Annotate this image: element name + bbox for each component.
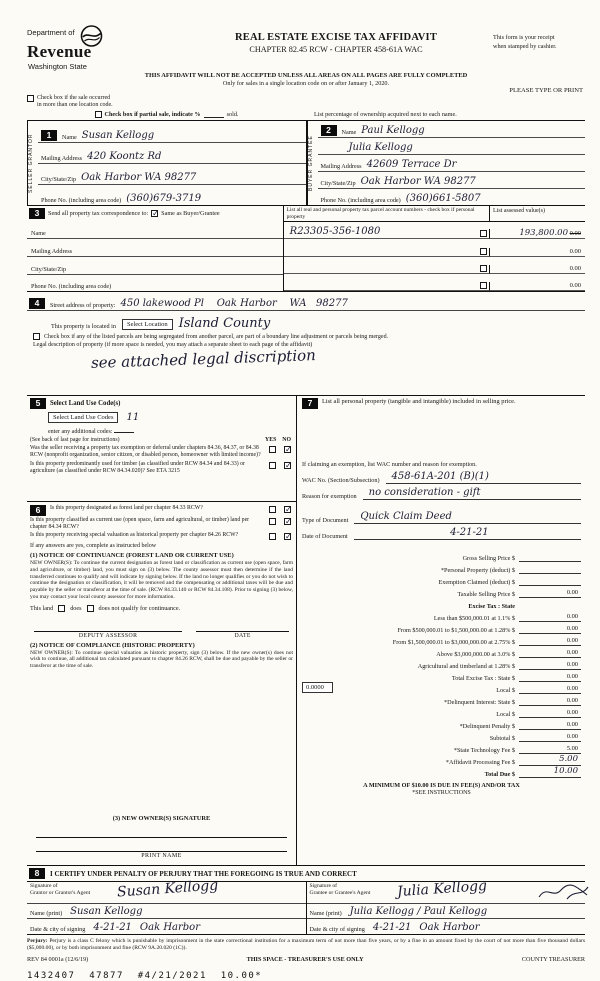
grantor-date-value: 4-21-21 [93, 922, 132, 934]
q-forest-no-checkbox[interactable]: ✓ [285, 505, 292, 515]
section-8-badge: 8 [29, 868, 45, 879]
buyer-address-label: Mailing Address [320, 163, 362, 171]
page-title: REAL ESTATE EXCISE TAX AFFIDAVIT [234, 32, 438, 43]
single-location-note: Only for sales in a single location code on or after January 1, 2020. [222, 80, 390, 87]
grantor-name-print-value: Susan Kellogg [70, 906, 143, 918]
excise-state-header: Excise Tax : State [468, 603, 515, 611]
deputy-assessor-signature-line[interactable] [34, 622, 182, 632]
local-tax-value: 0.00 [519, 685, 581, 694]
logo-revenue-text: Revenue [27, 42, 92, 61]
seller-name-label: Name [62, 133, 77, 141]
perjury-statement: Perjury: Perjury is a class C felony which is punishable by imprisonment in the state correctional institution for a maximum term of not more than five years, or by a fine in an amount fixed by the court of not more than five thousand dollars ($5,000.00), or by both imprisonment and fine (RCW 9A.20.020 (1C)). [27, 938, 585, 952]
exemption-note: If claiming an exemption, list WAC number and reason for exemption. [302, 461, 477, 469]
segregated-checkbox[interactable] [33, 333, 40, 340]
street-address-label: Street address of property: [50, 302, 116, 310]
q-historic-yes-checkbox[interactable] [269, 533, 276, 540]
wac-label: WAC No. (Section/Subsection) [302, 477, 380, 485]
section-7-badge: 7 [302, 398, 318, 409]
land-does-checkbox[interactable] [58, 605, 65, 612]
designation-section [27, 502, 296, 865]
personal-deduct-label: *Personal Property (deduct) $ [440, 567, 515, 575]
delinquent-penalty-label: *Delinquent Penalty $ [459, 723, 515, 731]
partial-percent-field[interactable] [204, 111, 224, 118]
logo-state-text: Washington State [28, 62, 87, 71]
yes-header: YES [265, 437, 277, 444]
new-owner-print-name-line[interactable] [36, 838, 287, 852]
type-or-print-note: PLEASE TYPE OR PRINT [509, 87, 583, 94]
new-owner-signature-line[interactable] [36, 824, 287, 838]
total-due-value: 10.00 [519, 766, 581, 778]
certify-statement: I CERTIFY UNDER PENALTY OF PERJURY THAT THE FOREGOING IS TRUE AND CORRECT [50, 869, 357, 878]
type-of-document-label: Type of Document [302, 517, 349, 525]
grantor-city-value: Oak Harbor [139, 922, 200, 934]
partial-sale-checkbox[interactable] [95, 111, 102, 118]
notice-continuance-title: (1) NOTICE OF CONTINUANCE (FOREST LAND OR CURRENT USE) [30, 552, 234, 560]
certification-section [27, 866, 585, 935]
tier1-label: Less than $500,000.01 at 1.1% $ [433, 615, 515, 623]
tier4-value: 0.00 [519, 649, 581, 658]
section-1-badge: 1 [41, 130, 57, 141]
grantee-name-print-value: Julia Kellogg / Paul Kellogg [349, 906, 488, 918]
exemption-deferral-question: Was the seller receiving a property tax exemption or deferral under chapters 84.36, 84.37, or 84.38 RCW (nonprofit organization, senior citizen, or disabled person, homeowner with limited income)? [30, 445, 261, 459]
located-county-value: Island County [178, 316, 271, 332]
seller-address-label: Mailing Address [41, 154, 83, 162]
partial-sold-text: sold. [226, 111, 239, 119]
delinquent-interest-state-value: 0.00 [519, 697, 581, 706]
buyer-phone-label: Phone No. (including area code) [320, 197, 401, 205]
land-use-code-value: 11 [126, 412, 140, 424]
land-does-not-checkbox[interactable] [87, 605, 94, 612]
corr-city-label: City/State/Zip [31, 265, 67, 273]
buyer-city-label: City/State/Zip [320, 180, 356, 188]
multi-location-checkbox[interactable] [27, 95, 34, 102]
timber-agriculture-question: Is this property predominantly used for timber (as classified under RCW 84.34 and 84.33) or agriculture (as classified under RCW 84.34.020)? See ETA 3215 [30, 461, 245, 475]
subtotal-label: Subtotal $ [489, 735, 515, 743]
seller-city-label: City/State/Zip [41, 176, 77, 184]
if-yes-note: If any answers are yes, complete as instructed below [30, 543, 157, 550]
grantee-name-print-label: Name (print) [309, 910, 342, 918]
q-exemption-yes-checkbox[interactable] [269, 446, 276, 453]
q-timber-yes-checkbox[interactable] [269, 462, 276, 469]
grantor-signature-block [27, 877, 307, 934]
state-technology-fee-value: 5.00 [519, 745, 581, 754]
type-of-document-value: Quick Claim Deed [360, 511, 452, 523]
seller-section [27, 121, 307, 205]
tier1-value: 0.00 [519, 613, 581, 622]
taxable-price-label: Taxable Selling Price $ [457, 591, 515, 599]
exemption-deduct-label: Exemption Claimed (deduct) $ [438, 579, 515, 587]
buyer-name2-value: Julia Kellogg [348, 142, 413, 154]
personal-property-title: List all personal property (tangible and intangible) included in selling price. [322, 398, 516, 406]
partial-sale-text: Check box if partial sale, indicate % [104, 111, 201, 119]
state-technology-fee-label: *State Technology Fee $ [453, 747, 515, 755]
receipt-note-line2: when stamped by cashier. [493, 42, 557, 50]
does-label: does [70, 604, 82, 612]
form-header [27, 24, 585, 71]
parcel-section [284, 206, 585, 291]
seller-phone-value: (360)679-3719 [126, 193, 202, 205]
notice-continuance-text: NEW OWNER(S): To continue the current designation as forest land or classification as current use (open space, farm and agriculture, or timber) land, you must sign on (3) below. The county assessor must then determine if the land transferred continues to qualify and will indicate by signing below. If the land no longer qualifies or you do not wish to continue the designation or classification, it will be removed and the compensating or additional taxes will be due and payable by the seller or transferor at the time of sale. (RCW 84.33.140 or RCW 84.34.108). Prior to signing (3) below, you may contact your local county assessor for more information. [30, 560, 293, 600]
completion-warning: THIS AFFIDAVIT WILL NOT BE ACCEPTED UNLESS ALL AREAS ON ALL PAGES ARE FULLY COMPLETED [144, 72, 468, 79]
seller-side-label: SELLER GRANTOR [27, 121, 38, 205]
current-use-question: Is this property classified as current use (open space, farm and agricultural, or timber) land per chapter 84.34 RCW? [30, 517, 250, 531]
notice-compliance-title: (2) NOTICE OF COMPLIANCE (HISTORIC PROPERTY) [30, 641, 195, 649]
q-currentuse-no-checkbox[interactable]: ✓ [285, 517, 292, 527]
grantee-date-city-label: Date & city of signing [309, 926, 365, 934]
forest-land-question: Is this property designated as forest land per chapter 84.33 RCW? [50, 505, 203, 512]
additional-codes-field[interactable] [114, 426, 134, 433]
total-due-label: Total Due $ [484, 771, 515, 779]
section-4-badge: 4 [29, 298, 45, 309]
wac-value: 458-61A-201 (B)(1) [391, 471, 489, 483]
corr-name-label: Name [31, 230, 46, 238]
corr-address-label: Mailing Address [31, 247, 73, 255]
buyer-name1-value: Paul Kellogg [361, 125, 425, 137]
agricultural-value: 0.00 [519, 661, 581, 670]
tier2-value: 0.00 [519, 625, 581, 634]
receipt-note [493, 24, 585, 71]
does-not-label: does not qualify for continuance. [98, 604, 181, 612]
street-address-value: 450 lakewood Pl Oak Harbor WA 98277 [120, 298, 348, 310]
q-timber-no-checkbox[interactable]: ✓ [285, 461, 292, 471]
tier3-value: 0.00 [519, 637, 581, 646]
reason-value: no consideration - gift [368, 487, 481, 499]
personal-property-blank-area[interactable] [302, 409, 581, 461]
see-instructions-note: *SEE INSTRUCTIONS [412, 790, 471, 797]
personal-property-checkbox-4[interactable] [480, 282, 487, 289]
q-historic-no-checkbox[interactable]: ✓ [285, 532, 292, 542]
located-in-label: This property is located in [51, 323, 116, 331]
assessed-value-3: 0.00 [489, 265, 585, 274]
buyer-phone-value: (360)661-5807 [405, 193, 481, 205]
minimum-due-note: A MINIMUM OF $10.00 IS DUE IN FEE(S) AND/OR TAX [363, 782, 520, 790]
tier4-label: Above $3,000,000.00 at 3.0% $ [436, 651, 515, 659]
parcel-numbers-header: List all real and personal property tax parcel account numbers - check box if personal property [286, 207, 475, 220]
tax-computation-section [297, 396, 585, 865]
section-3-badge: 3 [29, 208, 45, 219]
q-forest-yes-checkbox[interactable] [269, 506, 276, 513]
assessed-value-1-struck: 0.00 [569, 229, 581, 237]
signature-flourish-icon [537, 883, 589, 903]
historic-question: Is this property receiving special valuation as historical property per chapter 84.26 RCW? [30, 532, 239, 539]
additional-codes-label: enter any additional codes: [48, 429, 113, 436]
q-currentuse-yes-checkbox[interactable] [269, 518, 276, 525]
cashier-receipt-stamp: 1432407 47877 #4/21/2021 10.00* [27, 971, 263, 981]
buyer-address-value: 42609 Terrace Dr [366, 159, 457, 171]
affidavit-processing-fee-value: 5.00 [519, 754, 581, 766]
assessed-values-header: List assessed value(s) [489, 206, 585, 221]
this-land-label: This land [30, 604, 54, 612]
no-header: NO [282, 437, 291, 444]
delinquent-interest-local-value: 0.00 [519, 709, 581, 718]
delinquent-penalty-value: 0.00 [519, 721, 581, 730]
assessed-value-4: 0.00 [489, 282, 585, 291]
notice-compliance-text: NEW OWNER(S): To continue special valuation as historic property, sign (3) below. If the new owner(s) does not wish to continue, all additional tax calculated pursuant to chapter 84.26 RCW, shall be due and payable by the seller or transferor at the time of sale. [30, 649, 293, 669]
legal-description-value: see attached legal discription [90, 346, 317, 373]
deputy-assessor-label: DEPUTY ASSESSOR [78, 632, 138, 639]
dor-logo [27, 24, 179, 71]
local-tax-label: Local $ [496, 687, 515, 695]
new-owners-signature-title: (3) NEW OWNER(S) SIGNATURE [112, 815, 211, 823]
date-of-document-label: Date of Document [302, 533, 348, 541]
total-excise-state-label: Total Excise Tax : State $ [451, 675, 515, 683]
land-use-title: Select Land Use Code(s) [50, 400, 121, 408]
grantor-name-print-label: Name (print) [30, 910, 63, 918]
personal-property-checkbox-2[interactable] [480, 248, 487, 255]
delinquent-interest-state-label: *Delinquent Interest: State $ [444, 699, 515, 707]
seller-address-value: 420 Koontz Rd [87, 150, 162, 162]
seller-name-value: Susan Kellogg [81, 129, 155, 141]
grantee-city-value: Oak Harbor [419, 922, 480, 934]
seller-city-value: Oak Harbor WA 98277 [81, 172, 197, 184]
personal-property-checkbox-3[interactable] [480, 265, 487, 272]
reason-label: Reason for exemption [302, 493, 357, 501]
send-correspondence-label: Send all property tax correspondence to: [48, 210, 149, 218]
grantor-signature-label: Signature of Grantor or Grantor's Agent [30, 883, 91, 897]
assessed-value-1: 193,800.00 [519, 227, 568, 238]
tier2-label: From $500,000.01 to $1,500,000.00 at 1.28% $ [397, 627, 515, 635]
land-use-section [27, 396, 296, 502]
correspondence-section [27, 206, 284, 291]
buyer-city-value: Oak Harbor WA 98277 [360, 176, 476, 188]
logo-dept-text: Department of [27, 28, 75, 37]
tier3-label: From $1,500,000.01 to $3,000,000.00 at 2.75% $ [392, 639, 515, 647]
land-use-select[interactable]: Select Land Use Codes [48, 412, 118, 423]
print-name-label: PRINT NAME [141, 853, 182, 860]
grantor-date-city-label: Date & city of signing [30, 926, 86, 934]
total-excise-state-value: 0.00 [519, 673, 581, 682]
county-treasurer-label: COUNTY TREASURER [521, 956, 585, 964]
treasurer-space-label: THIS SPACE - TREASURER'S USE ONLY [246, 956, 364, 964]
grantee-signature[interactable]: Julia Kellogg [396, 878, 488, 901]
subtotal-value: 0.00 [519, 733, 581, 742]
page-subtitle: CHAPTER 82.45 RCW - CHAPTER 458-61A WAC [249, 45, 423, 54]
gross-price-label: Gross Selling Price $ [462, 555, 515, 563]
location-select[interactable]: Select Location [122, 319, 173, 330]
buyer-side-label: BUYER GRANTEE [307, 121, 318, 205]
grantee-signature-label: Signature of Grantee or Grantee's Agent [309, 883, 371, 897]
local-rate-box[interactable]: 0.0000 [302, 682, 333, 693]
buyer-name-label: Name [341, 129, 357, 137]
affidavit-processing-fee-label: *Affidavit Processing Fee $ [445, 759, 515, 767]
assessed-value-2: 0.00 [489, 248, 585, 257]
q-exemption-no-checkbox[interactable]: ✓ [285, 445, 292, 455]
receipt-note-line1: This form is your receipt [493, 34, 555, 41]
taxable-price-value: 0.00 [519, 589, 581, 598]
segregated-text: Check box if any of the listed parcels are being segregated from another parcel, are part of a boundary line adjustment or parcels being merged. [44, 333, 389, 340]
form-revision-number: REV 84 0001a (12/6/19) [27, 956, 89, 964]
delinquent-interest-local-label: Local $ [496, 711, 515, 719]
see-back-note: (See back of last page for instructions) [30, 437, 120, 444]
deputy-date-line[interactable] [196, 622, 289, 632]
same-as-buyer-label: Same as Buyer/Grantee [161, 210, 220, 218]
agricultural-label: Agricultural and timberland at 1.28% $ [417, 663, 515, 671]
grantee-date-value: 4-21-21 [372, 922, 412, 934]
seller-phone-label: Phone No. (including area code) [41, 197, 122, 205]
date-of-document-value: 4-21-21 [450, 527, 489, 539]
legal-description-label: Legal description of property (if more space is needed, you may attach a separate sheet to each page of the affidavit) [33, 342, 313, 349]
property-location-section [27, 292, 585, 396]
section-2-badge: 2 [321, 125, 337, 136]
buyer-section [307, 121, 586, 205]
parcel-number-value: R23305-356-1080 [289, 226, 381, 238]
grantee-signature-block [307, 878, 586, 934]
grantor-signature[interactable]: Susan Kellogg [116, 877, 219, 901]
section-5-badge: 5 [30, 398, 46, 409]
same-as-buyer-checkbox[interactable]: ✓ [152, 209, 159, 219]
deputy-date-label: DATE [234, 632, 251, 639]
ownership-note: List percentage of ownership acquired next to each name. [314, 111, 457, 119]
multi-location-text: Check box if the sale occurred in more than one location code. [37, 95, 113, 109]
personal-property-checkbox-1[interactable] [480, 230, 487, 237]
section-6-badge: 6 [30, 505, 46, 516]
corr-phone-label: Phone No. (including area code) [31, 283, 112, 291]
